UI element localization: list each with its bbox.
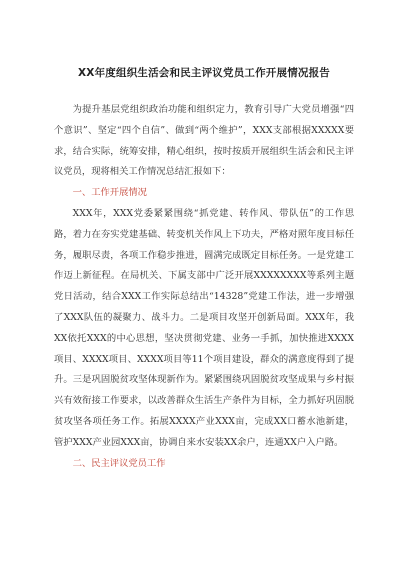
document-body (54, 100, 354, 474)
section-1-heading: 一、工作开展情况 (72, 187, 147, 199)
section-1-paragraph: XXX年，XXX党委紧紧围绕“抓党建、转作风、带队伍”的工作思路，着力在夯实党建基础、转变机关作风上下功夫，严格对照年度目标任务，履职尽责，各项工作稳步推进，圆满完成既定目标任务。一是党建工作迈上新征程。在局机关、下属支部中广泛开展XXXXXXXX等系列主题党日活动，结合XXX工作实际总结出“14328”党建工作法，进一步增强了XXX队伍的凝聚力、战斗力。二是项目攻坚开创新局面。XXX年，我XX依托XXX的中心思想，坚决贯彻党建、业务一手抓，加快推进XXXX项目、XXXX项目、XXXX项目等11个项目建设，群众的满意度得到了提升。三是巩固脱贫攻坚体现新作为。紧紧围绕巩固脱贫攻坚成果与乡村振兴有效衔接工作要求，以改善群众生活生产条件为目标，全力抓好巩固脱贫攻坚各项任务工作。拓展XXXX产业XXX亩，完成XX口蓄水池新建，管护XXX产业园XXX亩，协调自来水安装XX余户，连通XX户入户路。 (54, 207, 354, 448)
document-title: XX年度组织生活会和民主评议党员工作开展情况报告 (78, 67, 330, 79)
section-2-heading: 二、民主评议党员工作 (72, 457, 166, 469)
intro-paragraph: 为提升基层党组织政治功能和组织定力，教育引导广大党员增强“四个意识”、坚定“四个自信”、做到“两个维护”，XXX支部根据XXXXX要求，结合实际，统筹安排，精心组织，按时按质开展组织生活会和民主评议党员，现将相关工作情况总结汇报如下： (54, 104, 354, 178)
